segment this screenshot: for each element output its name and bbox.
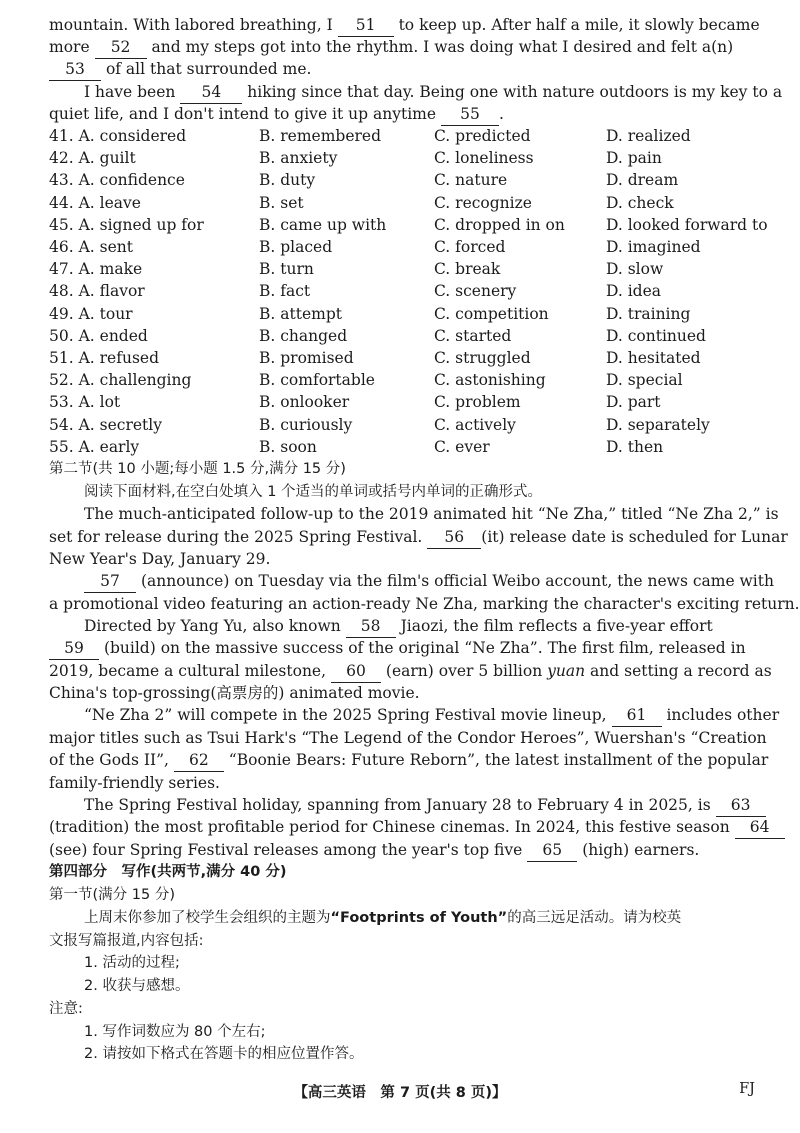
question-number: 48.	[49, 282, 74, 301]
question-number: 49.	[49, 304, 74, 323]
option-a	[49, 325, 148, 347]
text: major titles such as Tsui Hark's “The Legend of the Condor Heroes”, Wuershan's “Creation	[49, 729, 767, 747]
blank-65: 65	[527, 839, 577, 862]
text: Jiaozi, the film reflects a five-year effort	[400, 617, 713, 635]
option-c: C. astonishing	[434, 371, 546, 390]
text: set for release during the 2025 Spring Festival.	[49, 528, 423, 546]
option-b: B. soon	[259, 437, 317, 456]
question-number: 54.	[49, 415, 74, 434]
text: Directed by Yang Yu, also known	[84, 617, 341, 635]
passage-line	[49, 637, 758, 660]
writing-task: 文报写篇报道,内容包括:	[49, 933, 204, 949]
text: includes other	[666, 706, 780, 724]
option-c: C. scenery	[434, 282, 517, 301]
option-a	[49, 258, 142, 280]
question-row	[49, 280, 758, 302]
writing-task	[84, 907, 758, 929]
option-b: B. remembered	[259, 127, 381, 145]
option-d: D. separately	[606, 415, 710, 434]
text: China's top-grossing(高票房的) animated movie.	[49, 684, 420, 702]
option-d: D. realized	[606, 127, 691, 145]
text: 的高三远足活动。请为校英	[507, 910, 682, 926]
section-header: 第二节(共 10 小题;每小题 1.5 分,满分 15 分)	[49, 461, 346, 477]
question-number: 41.	[49, 127, 74, 145]
text: (see) four Spring Festival releases among the year's top five	[49, 841, 523, 859]
text: yuan	[547, 662, 586, 680]
question-row	[49, 369, 758, 391]
option-a	[49, 369, 191, 391]
question-row	[49, 325, 758, 347]
option-d: D. check	[606, 193, 674, 212]
question-number: 53.	[49, 393, 74, 412]
question-number: 52.	[49, 371, 74, 390]
option-c: C. started	[434, 326, 512, 345]
passage-line	[49, 58, 758, 81]
option-b: B. comfortable	[259, 371, 375, 390]
question-number: 42.	[49, 149, 74, 168]
question-number: 55.	[49, 437, 74, 456]
option-b: B. changed	[259, 326, 348, 345]
text: family-friendly series.	[49, 774, 220, 792]
blank-52: 52	[95, 36, 147, 59]
note-item: 1. 写作词数应为 80 个左右;	[84, 1024, 266, 1040]
blank-64: 64	[735, 816, 785, 839]
option-a	[49, 192, 141, 214]
text: 2019, became a cultural milestone,	[49, 662, 327, 680]
option-b: B. curiously	[259, 415, 353, 434]
option-a	[49, 303, 133, 325]
blank-61: 61	[612, 704, 662, 727]
question-number: 50.	[49, 326, 74, 345]
question-row	[49, 258, 758, 280]
blank-57: 57	[84, 570, 136, 593]
passage-line	[49, 749, 769, 772]
option-text: A. refused	[78, 349, 159, 367]
option-c: C. dropped in on	[434, 215, 565, 234]
text: (earn) over 5 billion	[385, 662, 543, 680]
passage-line	[49, 772, 758, 794]
option-b: B. duty	[259, 171, 316, 190]
option-a	[49, 169, 185, 191]
text: I have been	[84, 83, 176, 101]
question-row	[49, 125, 758, 147]
blank-58: 58	[346, 615, 396, 638]
blank-62: 62	[174, 749, 224, 772]
option-text: A. early	[78, 437, 140, 456]
question-row	[49, 236, 758, 258]
option-b: B. turn	[259, 260, 314, 279]
question-row	[49, 147, 758, 169]
option-text: A. secretly	[78, 415, 162, 434]
text: (high) earners.	[582, 841, 700, 859]
question-row	[49, 169, 758, 191]
option-b: B. set	[259, 193, 304, 212]
option-c: C. struggled	[434, 349, 531, 367]
question-row	[49, 414, 758, 436]
option-d: D. slow	[606, 260, 664, 279]
option-d: D. imagined	[606, 238, 701, 256]
text: 上周末你参加了校学生会组织的主题为	[84, 910, 331, 926]
option-a	[49, 236, 133, 258]
option-d: D. pain	[606, 149, 662, 168]
option-b: B. attempt	[259, 304, 342, 323]
text: (announce) on Tuesday via the film's official Weibo account, the news came with	[140, 572, 774, 590]
option-d: D. dream	[606, 171, 679, 190]
question-row	[49, 303, 758, 325]
option-text: A. ended	[78, 326, 148, 345]
option-d: D. idea	[606, 282, 662, 301]
passage-line	[49, 816, 770, 839]
question-number: 45.	[49, 215, 74, 234]
text: (it) release date is scheduled for Lunar	[481, 528, 788, 546]
option-c: C. forced	[434, 238, 506, 256]
option-a	[49, 391, 120, 413]
passage-line	[49, 593, 800, 615]
option-b: B. fact	[259, 282, 311, 301]
option-text: A. leave	[78, 193, 141, 212]
option-c: C. nature	[434, 171, 508, 190]
question-number: 51.	[49, 349, 74, 367]
text: more	[49, 38, 90, 56]
text: and my steps got into the rhythm. I was doing what I desired and felt a(n)	[151, 38, 734, 56]
text: of the Gods II”,	[49, 751, 169, 769]
text: (build) on the massive success of the original “Ne Zha”. The first film, released in	[103, 639, 746, 657]
page-footer	[0, 1081, 800, 1105]
text: a promotional video featuring an action-ready Ne Zha, marking the character's exciting return.	[49, 595, 800, 613]
question-row	[49, 391, 758, 413]
text: New Year's Day, January 29.	[49, 550, 271, 568]
option-c: C. break	[434, 260, 501, 279]
option-text: A. challenging	[78, 371, 192, 390]
option-a	[49, 436, 139, 458]
option-d: D. hesitated	[606, 349, 701, 367]
task-item: 2. 收获与感想。	[84, 978, 190, 994]
question-row	[49, 214, 768, 236]
passage-line	[84, 704, 780, 727]
option-a	[49, 214, 204, 236]
question-number: 43.	[49, 171, 74, 190]
option-text: A. make	[78, 260, 143, 279]
question-row	[49, 347, 758, 369]
part-header: 第四部分 写作(共两节,满分 40 分)	[49, 864, 287, 880]
option-d: D. part	[606, 393, 661, 412]
option-a	[49, 280, 145, 302]
note-item: 2. 请按如下格式在答题卡的相应位置作答。	[84, 1046, 364, 1062]
text: hiking since that day. Being one with nature outdoors is my key to a	[247, 83, 783, 101]
text: (tradition) the most profitable period for Chinese cinemas. In 2024, this festive season	[49, 818, 730, 836]
theme-title: “Footprints of Youth”	[330, 910, 508, 926]
passage-line	[49, 36, 758, 59]
option-c: C. recognize	[434, 193, 532, 212]
option-d: D. continued	[606, 326, 706, 345]
passage-line	[49, 727, 767, 749]
text: and setting a record as	[590, 662, 772, 680]
option-a	[49, 125, 186, 147]
text: of all that surrounded me.	[105, 60, 312, 78]
option-b: B. onlooker	[259, 393, 350, 412]
blank-54: 54	[180, 81, 242, 104]
text: The Spring Festival holiday, spanning from January 28 to February 4 in 2025, is	[84, 796, 711, 814]
option-b: B. anxiety	[259, 149, 338, 168]
text: “Ne Zha 2” will compete in the 2025 Spring Festival movie lineup,	[84, 706, 607, 724]
option-a	[49, 414, 162, 436]
passage-line	[84, 81, 783, 104]
question-row	[49, 436, 758, 458]
passage-line	[49, 526, 788, 549]
option-c: C. problem	[434, 393, 521, 412]
option-d: D. then	[606, 437, 664, 456]
note-label: 注意:	[49, 1001, 83, 1017]
option-text: A. tour	[78, 304, 133, 323]
option-c: C. predicted	[434, 127, 531, 145]
text: quiet life, and I don't intend to give it up anytime	[49, 105, 437, 123]
option-a	[49, 347, 159, 369]
option-c: C. ever	[434, 437, 490, 456]
option-d: D. special	[606, 371, 683, 390]
blank-59: 59	[49, 637, 99, 660]
blank-63: 63	[716, 794, 766, 817]
option-a	[49, 147, 136, 169]
text: “Boonie Bears: Future Reborn”, the latest installment of the popular	[228, 751, 769, 769]
text: to keep up. After half a mile, it slowly became	[398, 16, 760, 34]
passage-line	[49, 839, 758, 862]
option-text: A. considered	[78, 127, 187, 145]
page-number: 【高三英语 第 7 页(共 8 页)】	[293, 1085, 507, 1101]
option-text: A. flavor	[78, 282, 145, 301]
text: The much-anticipated follow-up to the 2019 animated hit “Ne Zha,” titled “Ne Zha 2,” is	[84, 505, 779, 523]
passage-line	[49, 14, 758, 37]
option-c: C. loneliness	[434, 149, 534, 168]
question-number: 44.	[49, 193, 74, 212]
blank-60: 60	[331, 660, 381, 683]
blank-55: 55	[441, 103, 499, 126]
question-number: 46.	[49, 238, 74, 256]
paper-code: FJ	[739, 1081, 755, 1097]
passage-line	[49, 682, 758, 704]
passage-line	[49, 548, 758, 570]
subsection-header: 第一节(满分 15 分)	[49, 887, 175, 903]
text: .	[498, 105, 504, 123]
passage-line	[84, 615, 758, 638]
option-b: B. promised	[259, 349, 354, 367]
option-c: C. competition	[434, 304, 549, 323]
option-text: A. confidence	[78, 171, 185, 190]
passage-line	[49, 103, 758, 126]
question-row	[49, 192, 758, 214]
passage-line	[84, 794, 758, 817]
blank-56: 56	[427, 526, 481, 549]
passage-line	[84, 570, 774, 593]
option-b: B. placed	[259, 238, 333, 256]
option-text: A. signed up for	[78, 215, 204, 234]
blank-51: 51	[338, 14, 394, 37]
passage-line	[49, 660, 772, 683]
question-number: 47.	[49, 260, 74, 279]
option-c: C. actively	[434, 415, 516, 434]
section-instruction: 阅读下面材料,在空白处填入 1 个适当的单词或括号内单词的正确形式。	[84, 484, 543, 500]
option-d: D. training	[606, 304, 691, 323]
option-d: D. looked forward to	[606, 215, 768, 234]
option-text: A. sent	[78, 238, 133, 256]
option-text: A. lot	[78, 393, 121, 412]
passage-line	[84, 503, 779, 525]
option-text: A. guilt	[78, 149, 136, 168]
task-item: 1. 活动的过程;	[84, 955, 180, 971]
blank-53: 53	[49, 58, 101, 81]
text: mountain. With labored breathing, I	[49, 16, 333, 34]
option-b: B. came up with	[259, 215, 387, 234]
